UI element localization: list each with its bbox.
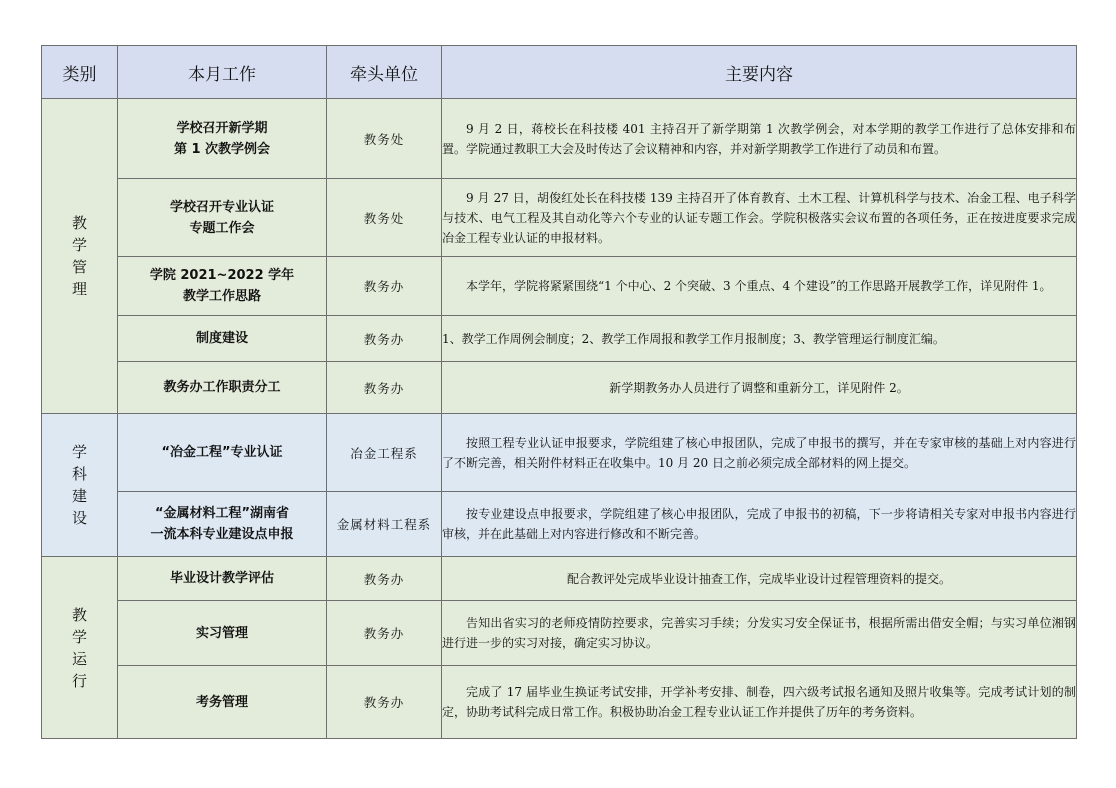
work-cell <box>118 99 327 179</box>
work-cell <box>118 257 327 316</box>
header-row <box>42 46 1077 99</box>
work-cell <box>118 316 327 362</box>
work-line: 第 1 次教学例会 <box>173 141 271 157</box>
category-char: 教 <box>71 214 87 232</box>
work-line: 学校召开新学期 <box>176 120 268 136</box>
category-char: 行 <box>71 671 87 690</box>
table-row <box>42 557 1077 601</box>
work-line: 毕业设计教学评估 <box>169 571 274 586</box>
header-work: 本月工作 <box>118 46 327 99</box>
content-cell: 本学年，学院将紧紧围绕“1 个中心、2 个突破、3 个重点、4 个建设”的工作思路开展教学工作，详见附件 1。 <box>442 257 1077 316</box>
header-content: 主要内容 <box>442 46 1077 99</box>
category-char: 教 <box>71 605 87 624</box>
category-cell-teaching-operation <box>42 557 118 739</box>
unit-cell: 教务办 <box>327 666 442 739</box>
table-row <box>42 666 1077 739</box>
content-cell: 配合教评处完成毕业设计抽查工作，完成毕业设计过程管理资料的提交。 <box>442 557 1077 601</box>
category-char: 科 <box>71 465 87 483</box>
category-cell-teaching-management <box>42 99 118 414</box>
work-line: 专题工作会 <box>189 220 255 236</box>
work-line: 教学工作思路 <box>182 289 261 304</box>
category-cell-discipline-construction <box>42 414 118 557</box>
unit-cell: 教务办 <box>327 601 442 666</box>
work-line: 学院 2021~2022 学年 <box>149 268 295 283</box>
category-char: 建 <box>71 487 87 505</box>
content-cell: 按照工程专业认证申报要求，学院组建了核心申报团队，完成了申报书的撰写，并在专家审核的基础上对内容进行了不断完善，相关附件材料正在收集中。10 月 20 日之前必须完成全部材料的网上提交。 <box>442 414 1077 492</box>
work-cell <box>118 362 327 414</box>
category-char: 运 <box>71 649 87 668</box>
work-line: 制度建设 <box>195 331 248 346</box>
category-char: 设 <box>71 509 87 527</box>
table-row <box>42 179 1077 257</box>
work-line: “冶金工程”专业认证 <box>161 445 283 460</box>
unit-cell: 教务办 <box>327 257 442 316</box>
content-cell: 1、教学工作周例会制度；2、教学工作周报和教学工作月报制度；3、教学管理运行制度汇编。 <box>442 316 1077 362</box>
work-line: 教务办工作职责分工 <box>163 380 281 395</box>
work-cell <box>118 414 327 492</box>
unit-cell: 冶金工程系 <box>327 414 442 492</box>
content-cell: 9 月 27 日，胡俊红处长在科技楼 139 主持召开了体育教育、土木工程、计算机科学与技术、冶金工程、电子科学与技术、电气工程及其自动化等六个专业的认证专题工作会。学院积极落实会议布置的各项任务，正在按进度要求完成冶金工程专业认证的申报材料。 <box>442 179 1077 257</box>
unit-cell: 教务办 <box>327 316 442 362</box>
table-row <box>42 362 1077 414</box>
content-cell: 告知出省实习的老师疫情防控要求，完善实习手续；分发实习安全保证书，根据所需出借安全帽；与实习单位湘钢进行进一步的实习对接，确定实习协议。 <box>442 601 1077 666</box>
category-char: 理 <box>71 280 87 298</box>
table-row <box>42 414 1077 492</box>
unit-cell: 金属材料工程系 <box>327 492 442 557</box>
work-cell <box>118 179 327 257</box>
table-row <box>42 257 1077 316</box>
unit-cell: 教务办 <box>327 362 442 414</box>
content-cell: 按专业建设点申报要求，学院组建了核心申报团队，完成了申报书的初稿，下一步将请相关专家对申报书内容进行审核，并在此基础上对内容进行修改和不断完善。 <box>442 492 1077 557</box>
work-plan-table <box>41 45 1077 739</box>
work-cell <box>118 601 327 666</box>
work-cell <box>118 557 327 601</box>
table-row <box>42 601 1077 666</box>
work-line: 一流本科专业建设点申报 <box>150 527 294 542</box>
content-cell: 新学期教务办人员进行了调整和重新分工，详见附件 2。 <box>442 362 1077 414</box>
header-unit: 牵头单位 <box>327 46 442 99</box>
work-line: 学校召开专业认证 <box>169 199 274 215</box>
unit-cell: 教务办 <box>327 557 442 601</box>
category-char: 学 <box>71 627 87 646</box>
category-char: 管 <box>71 258 87 276</box>
table-row <box>42 492 1077 557</box>
category-char: 学 <box>71 236 87 254</box>
unit-cell: 教务处 <box>327 99 442 179</box>
work-line: 实习管理 <box>195 625 248 641</box>
category-char: 学 <box>71 443 87 461</box>
work-line: “金属材料工程”湖南省 <box>154 506 290 521</box>
unit-cell: 教务处 <box>327 179 442 257</box>
work-cell <box>118 666 327 739</box>
content-cell: 完成了 17 届毕业生换证考试安排，开学补考安排、制卷，四六级考试报名通知及照片收集等。完成考试计划的制定，协助考试科完成日常工作。积极协助冶金工程专业认证工作并提供了历年的考务资料。 <box>442 666 1077 739</box>
work-line: 考务管理 <box>195 694 248 710</box>
work-cell <box>118 492 327 557</box>
table-row <box>42 316 1077 362</box>
header-category: 类别 <box>42 46 118 99</box>
table-row <box>42 99 1077 179</box>
content-cell: 9 月 2 日，蒋校长在科技楼 401 主持召开了新学期第 1 次教学例会，对本学期的教学工作进行了总体安排和布置。学院通过教职工大会及时传达了会议精神和内容，并对新学期教学工作进行了动员和布置。 <box>442 99 1077 179</box>
